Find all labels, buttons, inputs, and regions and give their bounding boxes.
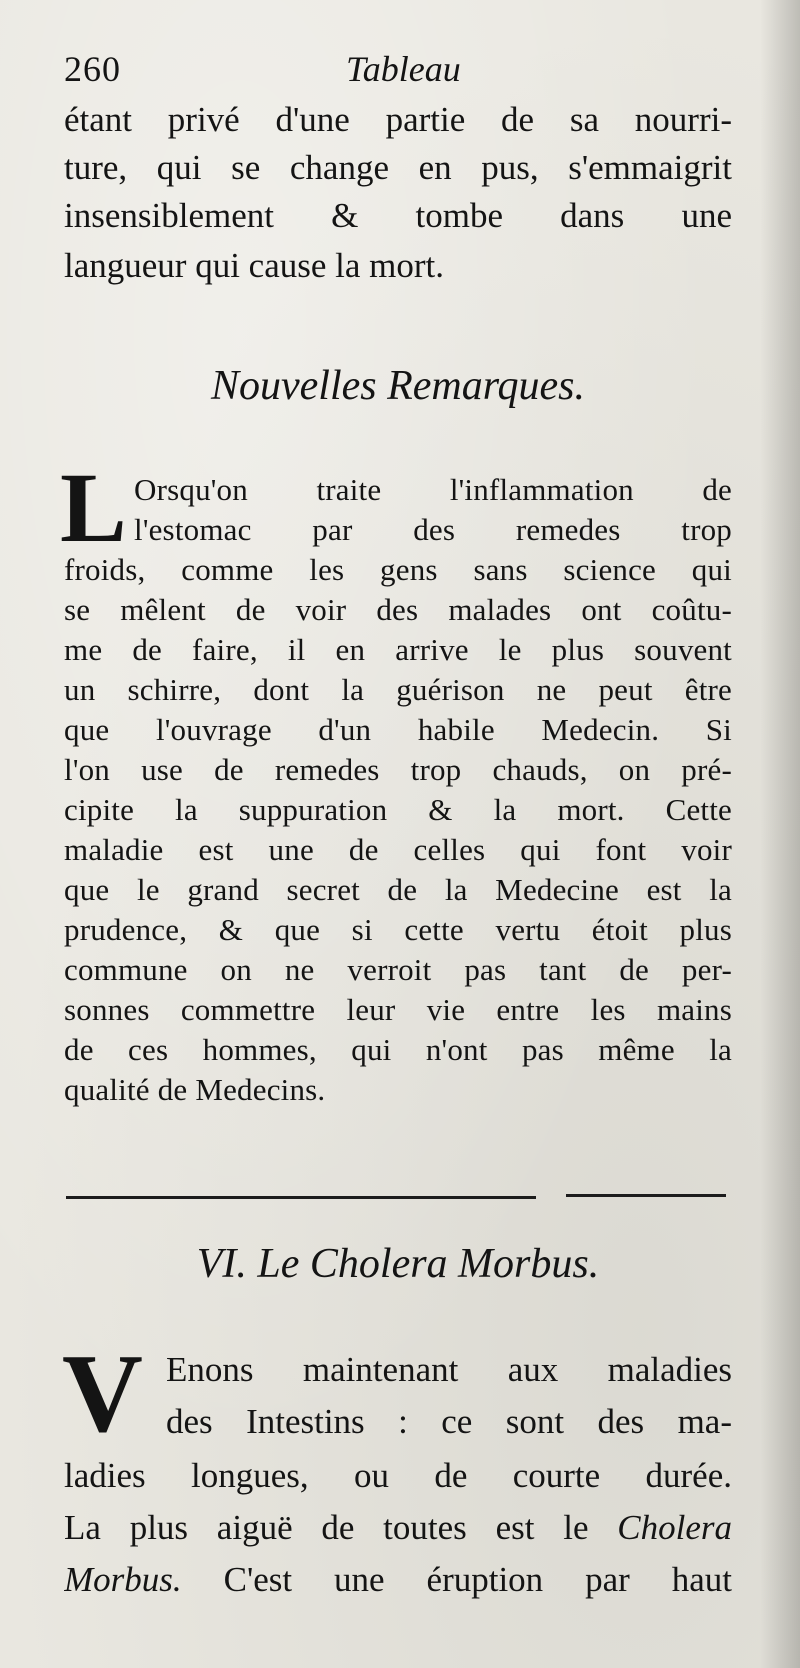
- text-segment: La plus aiguë de toutes est le: [64, 1508, 589, 1547]
- text-line: cipite la suppuration & la mort. Cette: [64, 792, 732, 827]
- text-line: insensiblement & tombe dans une: [64, 196, 732, 235]
- text-line: étant privé d'une partie de sa nourri-: [64, 100, 732, 139]
- text-line: Orsqu'on traite l'inflammation de: [134, 472, 732, 507]
- text-line: des Intestins : ce sont des ma-: [166, 1402, 732, 1441]
- section-divider: [566, 1194, 726, 1197]
- drop-cap: V: [62, 1332, 143, 1456]
- text-line: [64, 1508, 732, 1548]
- drop-cap: L: [60, 452, 127, 563]
- italic-term: Cholera: [617, 1508, 732, 1547]
- text-line: prudence, & que si cette vertu étoit plus: [64, 912, 732, 947]
- text-line: ture, qui se change en pus, s'emmaigrit: [64, 148, 732, 187]
- text-line: me de faire, il en arrive le plus souvent: [64, 632, 732, 667]
- text-line: maladie est une de celles qui font voir: [64, 832, 732, 867]
- page-header: [64, 48, 724, 98]
- page-edge-shadow: [760, 0, 800, 1668]
- section-heading: VI. Le Cholera Morbus.: [196, 1241, 600, 1287]
- text-line: froids, comme les gens sans science qui: [64, 552, 732, 587]
- text-line: l'on use de remedes trop chauds, on pré-: [64, 752, 732, 787]
- text-line: de ces hommes, qui n'ont pas même la: [64, 1032, 732, 1067]
- text-line: Enons maintenant aux maladies: [166, 1350, 732, 1389]
- text-line: un schirre, dont la guérison ne peut être: [64, 672, 732, 707]
- running-head: Tableau: [346, 49, 461, 89]
- section-heading: Nouvelles Remarques.: [210, 363, 586, 409]
- section-divider: [66, 1196, 536, 1199]
- text-line: que l'ouvrage d'un habile Medecin. Si: [64, 712, 732, 747]
- text-line: langueur qui cause la mort.: [64, 246, 445, 285]
- text-segment: C'est une éruption par haut: [223, 1560, 732, 1599]
- page-number: 260: [64, 49, 121, 89]
- italic-term: Morbus.: [64, 1560, 182, 1599]
- text-line: l'estomac par des remedes trop: [134, 512, 732, 547]
- text-line: [64, 1560, 732, 1600]
- text-line: se mêlent de voir des malades ont coûtu-: [64, 592, 732, 627]
- text-line: commune on ne verroit pas tant de per-: [64, 952, 732, 987]
- text-line: que le grand secret de la Medecine est la: [64, 872, 732, 907]
- text-line: ladies longues, ou de courte durée.: [64, 1456, 732, 1495]
- text-line: qualité de Medecins.: [64, 1072, 326, 1107]
- text-line: sonnes commettre leur vie entre les mains: [64, 992, 732, 1027]
